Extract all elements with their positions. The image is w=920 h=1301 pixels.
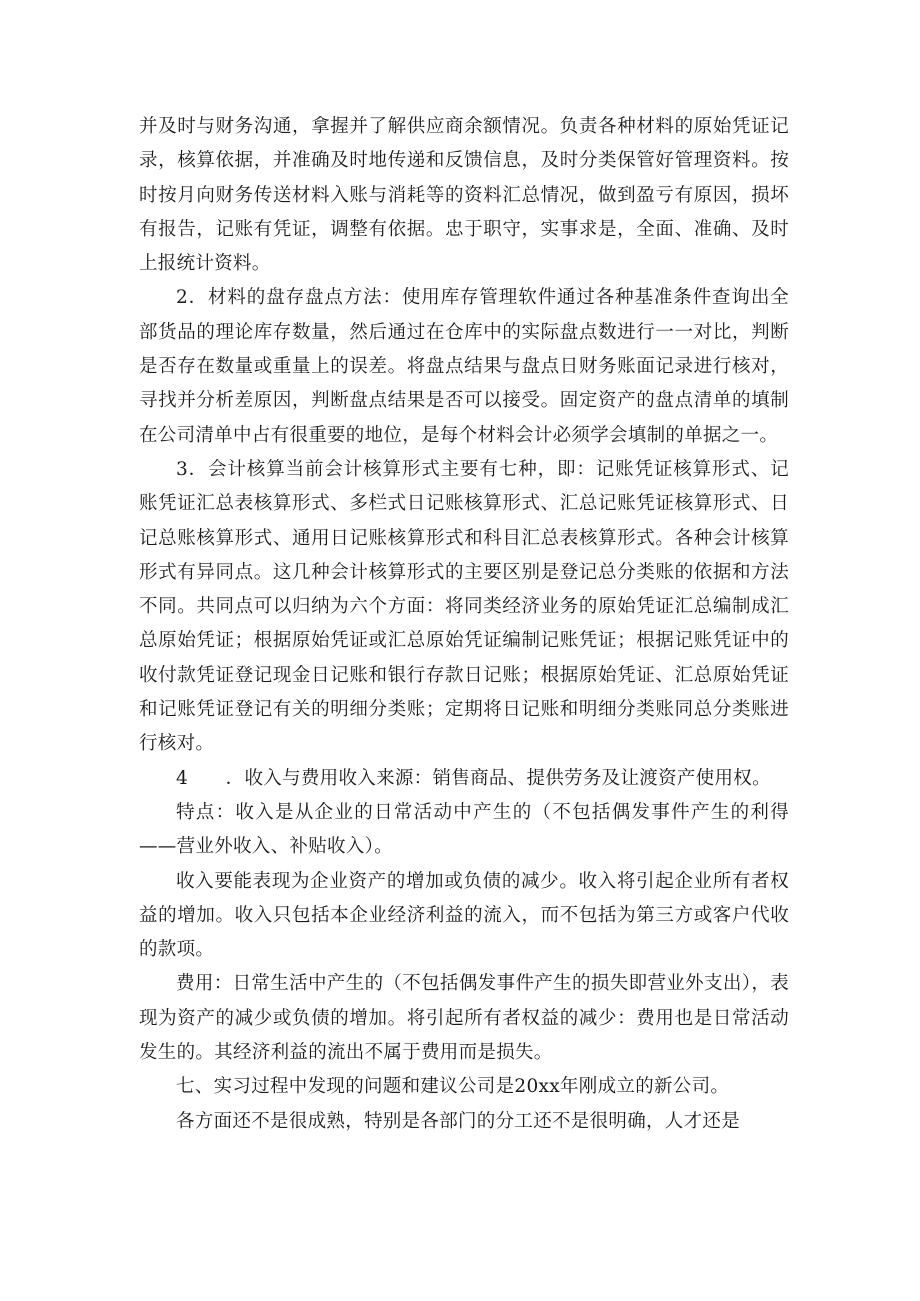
- paragraph-supplier-communication: 并及时与财务沟通，拿握并了解供应商余额情况。负责各种材料的原始凭证记录，核算依据，并准确及时地传递和反馈信息，及时分类保管好管理资料。按时按月向财务传送材料入账与消耗等的资料汇总情况，做到盈亏有原因，损坏有报告，记账有凭证，调整有依据。忠于职守，实事求是，全面、准确、及时上报统计资料。: [139, 116, 789, 275]
- paragraph-income-effects: 收入要能表现为企业资产的增加或负债的减少。收入将引起企业所有者权益的增加。收入只包括本企业经济利益的流入，而不包括为第三方或客户代收的款项。: [139, 870, 789, 961]
- paragraph-expenses: 费用：日常生活中产生的（不包括偶发事件产生的损失即营业外支出），表现为资产的减少或负债的增加。将引起所有者权益的减少：费用也是日常活动发生的。其经济利益的流出不属于费用而是损失。: [139, 973, 789, 1064]
- paragraph-income-features: 特点：收入是从企业的日常活动中产生的（不包括偶发事件产生的利得——营业外收入、补贴收入）。: [139, 801, 789, 858]
- paragraph-company-issues: 各方面还不是很成熟，特别是各部门的分工还不是很明确，人才还是: [176, 1110, 741, 1132]
- paragraph-accounting-forms: 3．会计核算当前会计核算形式主要有七种，即：记账凭证核算形式、记账凭证汇总表核算形式、多栏式日记账核算形式、汇总记账凭证核算形式、日记总账核算形式、通用日记账核算形式和科目汇总表核算形式。各种会计核算形式有异同点。这几种会计核算形式的主要区别是登记总分类账的依据和方法不同。共同点可以归纳为六个方面：将同类经济业务的原始凭证汇总编制成汇总原始凭证；根据原始凭证或汇总原始凭证编制记账凭证；根据记账凭证中的收付款凭证登记现金日记账和银行存款日记账；根据原始凭证、汇总原始凭证和记账凭证登记有关的明细分类账；定期将日记账和明细分类账同总分类账进行核对。: [139, 458, 789, 755]
- paragraph-income-sources: 4 ．收入与费用收入来源：销售商品、提供劳务及让渡资产使用权。: [176, 767, 771, 789]
- document-body: [139, 110, 789, 1139]
- paragraph-section-seven-heading: 七、实习过程中发现的问题和建议公司是20xx年刚成立的新公司。: [176, 1076, 730, 1098]
- paragraph-inventory-method: 2．材料的盘存盘点方法：使用库存管理软件通过各种基准条件查询出全部货品的理论库存数量，然后通过在仓库中的实际盘点数进行一一对比，判断是否存在数量或重量上的误差。将盘点结果与盘点日财务账面记录进行核对，寻找并分析差原因，判断盘点结果是否可以接受。固定资产的盘点清单的填制在公司清单中占有很重要的地位，是每个材料会计必须学会填制的单据之一。: [139, 287, 789, 446]
